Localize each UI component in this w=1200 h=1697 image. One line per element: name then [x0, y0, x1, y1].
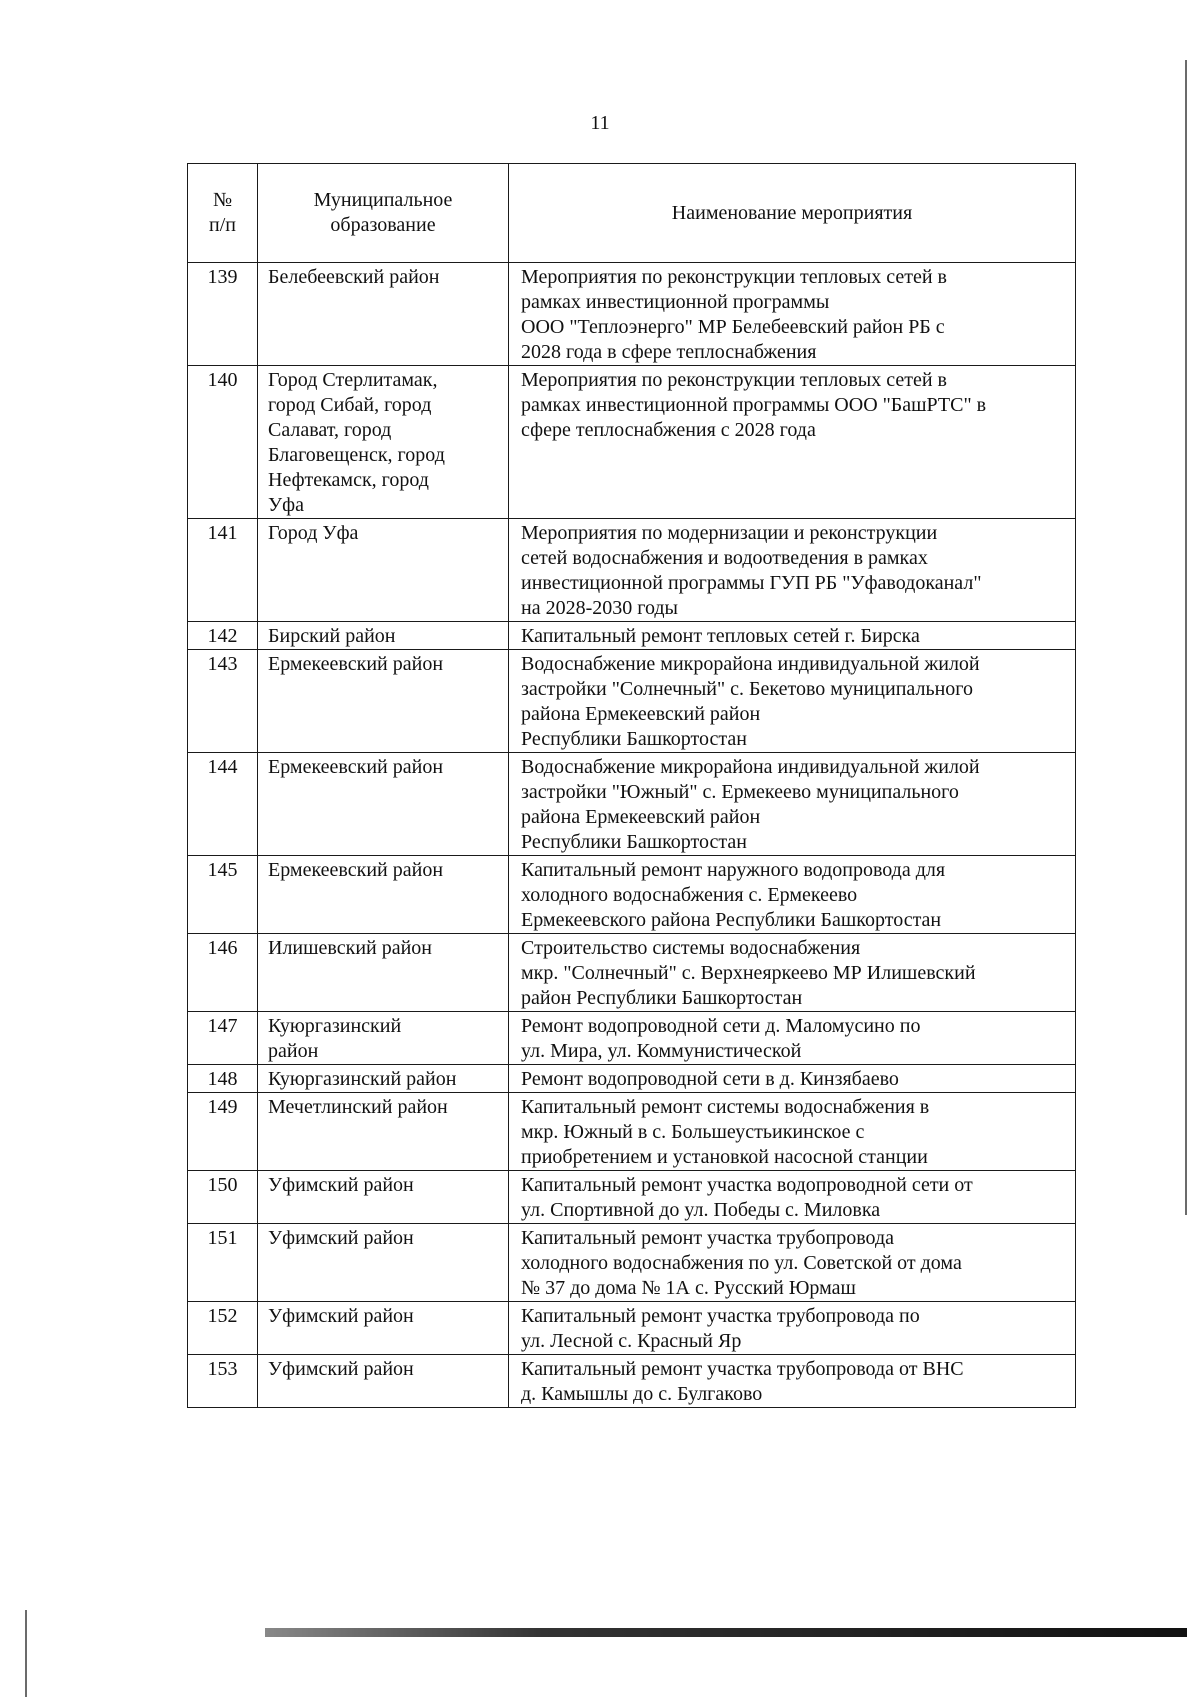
table-row: [188, 934, 1076, 1012]
measure-line: рамках инвестиционной программы ООО "БашРТС" в: [521, 394, 987, 416]
table-row: [188, 1355, 1076, 1408]
measure-cell: [509, 934, 1076, 1012]
row-number: 152: [188, 1302, 258, 1355]
measure-line: 2028 года в сфере теплоснабжения: [521, 341, 817, 363]
header-municipality-line: образование: [330, 214, 436, 236]
header-num: [188, 164, 258, 263]
header-num-line: п/п: [209, 214, 236, 236]
measure-line: Водоснабжение микрорайона индивидуальной жилой: [521, 756, 980, 778]
municipality-cell: [258, 1302, 509, 1355]
measure-cell: [509, 1012, 1076, 1065]
row-number: 150: [188, 1171, 258, 1224]
measure-line: Республики Башкортостан: [521, 728, 747, 750]
measure-cell: [509, 519, 1076, 622]
table-row: [188, 519, 1076, 622]
row-number: 139: [188, 263, 258, 366]
measure-cell: [509, 650, 1076, 753]
municipality-cell: [258, 622, 509, 650]
measure-line: Мероприятия по реконструкции тепловых сетей в: [521, 266, 947, 288]
measure-line: Мероприятия по модернизации и реконструкции: [521, 522, 938, 544]
row-number: 149: [188, 1093, 258, 1171]
municipality-line: Благовещенск, город: [268, 444, 445, 466]
measure-cell: [509, 1093, 1076, 1171]
row-number: 142: [188, 622, 258, 650]
municipality-cell: [258, 1065, 509, 1093]
municipality-line: город Сибай, город: [268, 394, 432, 416]
municipality-line: Уфимский район: [268, 1227, 414, 1249]
table-body: [188, 263, 1076, 1408]
municipality-line: Ермекеевский район: [268, 756, 444, 778]
municipality-cell: [258, 263, 509, 366]
measures-table: [187, 163, 1076, 1408]
measure-line: сфере теплоснабжения с 2028 года: [521, 419, 816, 441]
measure-line: Мероприятия по реконструкции тепловых сетей в: [521, 369, 947, 391]
measure-line: застройки "Южный" с. Ермекеево муниципального: [521, 781, 959, 803]
row-number: 147: [188, 1012, 258, 1065]
measure-line: Капитальный ремонт тепловых сетей г. Бирска: [521, 625, 920, 647]
municipality-line: Уфимский район: [268, 1174, 414, 1196]
row-number: 140: [188, 366, 258, 519]
measure-cell: [509, 1302, 1076, 1355]
measure-line: Капитальный ремонт участка трубопровода: [521, 1227, 895, 1249]
table-row: [188, 1224, 1076, 1302]
measure-line: района Ермекеевский район: [521, 806, 761, 828]
municipality-line: Город Стерлитамак,: [268, 369, 438, 391]
measure-line: мкр. Южный в с. Большеустьикинское с: [521, 1121, 865, 1143]
scan-edge-bottom: [265, 1628, 1187, 1637]
measure-cell: [509, 1224, 1076, 1302]
measure-line: д. Камышлы до с. Булгаково: [521, 1383, 763, 1405]
measure-line: Капитальный ремонт участка трубопровода от ВНС: [521, 1358, 964, 1380]
municipality-line: Куюргазинский: [268, 1015, 402, 1037]
measure-line: Капитальный ремонт участка трубопровода по: [521, 1305, 920, 1327]
municipality-line: Нефтекамск, город: [268, 469, 429, 491]
municipality-cell: [258, 1093, 509, 1171]
measure-line: на 2028-2030 годы: [521, 597, 678, 619]
scan-edge-right: [1185, 60, 1187, 1215]
measure-line: приобретением и установкой насосной станции: [521, 1146, 928, 1168]
row-number: 141: [188, 519, 258, 622]
table-row: [188, 1093, 1076, 1171]
table-row: [188, 1302, 1076, 1355]
table-row: [188, 1065, 1076, 1093]
measure-cell: [509, 622, 1076, 650]
municipality-cell: [258, 650, 509, 753]
measure-line: № 37 до дома № 1А с. Русский Юрмаш: [521, 1277, 856, 1299]
measure-line: Ермекеевского района Республики Башкортостан: [521, 909, 942, 931]
table-row: [188, 856, 1076, 934]
table-row: [188, 366, 1076, 519]
measure-line: Ремонт водопроводной сети в д. Кинзябаево: [521, 1068, 899, 1090]
table-row: [188, 622, 1076, 650]
municipality-line: Уфимский район: [268, 1305, 414, 1327]
measure-line: Капитальный ремонт участка водопроводной сети от: [521, 1174, 973, 1196]
measure-cell: [509, 263, 1076, 366]
municipality-line: Уфимский район: [268, 1358, 414, 1380]
measure-cell: [509, 1065, 1076, 1093]
measure-line: ул. Лесной с. Красный Яр: [521, 1330, 742, 1352]
municipality-line: район: [268, 1040, 319, 1062]
municipality-cell: [258, 1355, 509, 1408]
measure-line: инвестиционной программы ГУП РБ "Уфаводоканал": [521, 572, 982, 594]
header-municipality-line: Муниципальное: [313, 189, 453, 211]
measure-line: рамках инвестиционной программы: [521, 291, 830, 313]
row-number: 144: [188, 753, 258, 856]
municipality-line: Бирский район: [268, 625, 396, 647]
table-header-row: [188, 164, 1076, 263]
municipality-cell: [258, 519, 509, 622]
municipality-cell: [258, 856, 509, 934]
row-number: 151: [188, 1224, 258, 1302]
header-measure: Наименование мероприятия: [509, 164, 1076, 263]
measure-line: холодного водоснабжения с. Ермекеево: [521, 884, 858, 906]
measure-line: холодного водоснабжения по ул. Советской от дома: [521, 1252, 962, 1274]
municipality-line: Белебеевский район: [268, 266, 440, 288]
measure-cell: [509, 753, 1076, 856]
measure-line: мкр. "Солнечный" с. Верхнеяркеево МР Илишевский: [521, 962, 976, 984]
table-row: [188, 1012, 1076, 1065]
header-municipality: [258, 164, 509, 263]
measure-cell: [509, 1355, 1076, 1408]
municipality-line: Куюргазинский район: [268, 1068, 457, 1090]
municipality-cell: [258, 1224, 509, 1302]
measure-line: Водоснабжение микрорайона индивидуальной жилой: [521, 653, 980, 675]
municipality-line: Уфа: [268, 494, 304, 516]
table-row: [188, 753, 1076, 856]
municipality-cell: [258, 753, 509, 856]
measure-line: Капитальный ремонт наружного водопровода для: [521, 859, 946, 881]
measure-line: района Ермекеевский район: [521, 703, 761, 725]
measure-line: ул. Спортивной до ул. Победы с. Миловка: [521, 1199, 881, 1221]
table-row: [188, 1171, 1076, 1224]
municipality-cell: [258, 934, 509, 1012]
row-number: 146: [188, 934, 258, 1012]
scan-edge-left: [25, 1610, 27, 1697]
table-row: [188, 650, 1076, 753]
measure-line: Капитальный ремонт системы водоснабжения в: [521, 1096, 930, 1118]
row-number: 145: [188, 856, 258, 934]
municipality-line: Мечетлинский район: [268, 1096, 448, 1118]
measure-line: ООО "Теплоэнерго" МР Белебеевский район РБ с: [521, 316, 945, 338]
municipality-line: Салават, город: [268, 419, 392, 441]
measure-line: район Республики Башкортостан: [521, 987, 803, 1009]
municipality-line: Ермекеевский район: [268, 859, 444, 881]
municipality-cell: [258, 366, 509, 519]
municipality-line: Илишевский район: [268, 937, 433, 959]
measure-cell: [509, 366, 1076, 519]
header-num-line: №: [212, 189, 233, 211]
row-number: 143: [188, 650, 258, 753]
measure-cell: [509, 856, 1076, 934]
municipality-line: Ермекеевский район: [268, 653, 444, 675]
row-number: 153: [188, 1355, 258, 1408]
municipality-line: Город Уфа: [268, 522, 359, 544]
measure-cell: [509, 1171, 1076, 1224]
municipality-cell: [258, 1012, 509, 1065]
row-number: 148: [188, 1065, 258, 1093]
table-row: [188, 263, 1076, 366]
measure-line: Республики Башкортостан: [521, 831, 747, 853]
measure-line: сетей водоснабжения и водоотведения в рамках: [521, 547, 928, 569]
measure-line: застройки "Солнечный" с. Бекетово муниципального: [521, 678, 973, 700]
measure-line: Ремонт водопроводной сети д. Маломусино по: [521, 1015, 921, 1037]
municipality-cell: [258, 1171, 509, 1224]
page-number: 11: [590, 112, 610, 134]
measure-line: Строительство системы водоснабжения: [521, 937, 861, 959]
measure-line: ул. Мира, ул. Коммунистической: [521, 1040, 802, 1062]
